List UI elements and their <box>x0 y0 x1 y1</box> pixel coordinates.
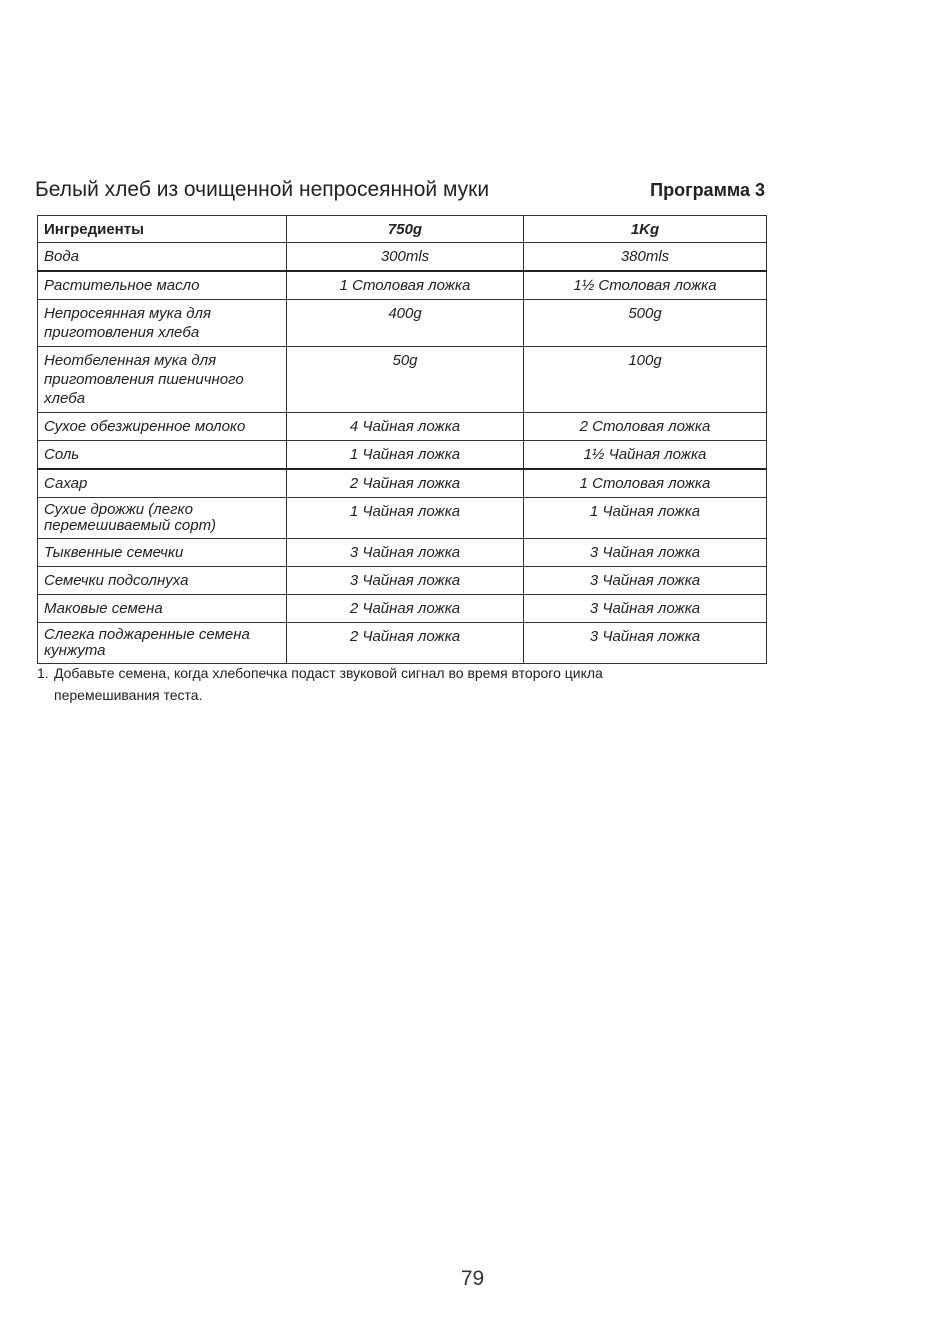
ingredient-name: Растительное масло <box>38 271 287 300</box>
amount-1kg: 3 Чайная ложка <box>524 623 767 664</box>
ingredients-table <box>37 215 767 664</box>
column-header-ingredients: Ингредиенты <box>38 216 287 243</box>
amount-750g: 2 Чайная ложка <box>287 623 524 664</box>
table-row <box>38 623 767 664</box>
table-row <box>38 469 767 498</box>
column-header-1kg: 1Kg <box>524 216 767 243</box>
ingredient-name: Вода <box>38 243 287 272</box>
program-label: Программа 3 <box>650 180 765 200</box>
amount-1kg: 1 Столовая ложка <box>524 469 767 498</box>
table-row <box>38 539 767 567</box>
footnote-number: 1. <box>37 665 49 681</box>
footnote-line-2: перемешивания теста. <box>54 687 203 703</box>
table-row <box>38 300 767 347</box>
table-row <box>38 271 767 300</box>
table-row <box>38 441 767 470</box>
amount-1kg: 3 Чайная ложка <box>524 595 767 623</box>
amount-750g: 400g <box>287 300 524 347</box>
page-number: 79 <box>460 1267 485 1290</box>
amount-750g: 2 Чайная ложка <box>287 595 524 623</box>
ingredient-name: Неотбеленная мука для приготовления пшеничного хлеба <box>38 347 287 413</box>
ingredient-name: Сухие дрожжи (легко перемешиваемый сорт) <box>38 498 287 539</box>
footnote <box>37 662 757 706</box>
ingredient-name: Соль <box>38 441 287 470</box>
column-header-750g: 750g <box>287 216 524 243</box>
amount-750g: 1 Столовая ложка <box>287 271 524 300</box>
amount-1kg: 1½ Столовая ложка <box>524 271 767 300</box>
table-row <box>38 498 767 539</box>
amount-750g: 1 Чайная ложка <box>287 498 524 539</box>
amount-750g: 50g <box>287 347 524 413</box>
footnote-line-1 <box>37 662 757 684</box>
amount-1kg: 500g <box>524 300 767 347</box>
amount-750g: 1 Чайная ложка <box>287 441 524 470</box>
amount-1kg: 3 Чайная ложка <box>524 567 767 595</box>
table-row <box>38 595 767 623</box>
amount-750g: 300mls <box>287 243 524 272</box>
table-row <box>38 567 767 595</box>
ingredient-name: Сухое обезжиренное молоко <box>38 413 287 441</box>
ingredient-name: Сахар <box>38 469 287 498</box>
ingredient-name: Маковые семена <box>38 595 287 623</box>
ingredient-name: Слегка поджаренные семена кунжута <box>38 623 287 664</box>
amount-1kg: 1 Чайная ложка <box>524 498 767 539</box>
amount-750g: 3 Чайная ложка <box>287 539 524 567</box>
amount-1kg: 3 Чайная ложка <box>524 539 767 567</box>
ingredient-name: Тыквенные семечки <box>38 539 287 567</box>
table-row <box>38 243 767 272</box>
amount-1kg: 2 Столовая ложка <box>524 413 767 441</box>
table-header-row <box>38 216 767 243</box>
ingredient-name: Семечки подсолнуха <box>38 567 287 595</box>
table-row <box>38 347 767 413</box>
amount-750g: 2 Чайная ложка <box>287 469 524 498</box>
amount-750g: 4 Чайная ложка <box>287 413 524 441</box>
ingredient-name: Непросеянная мука для приготовления хлеба <box>38 300 287 347</box>
table-row <box>38 413 767 441</box>
amount-1kg: 1½ Чайная ложка <box>524 441 767 470</box>
amount-1kg: 100g <box>524 347 767 413</box>
amount-1kg: 380mls <box>524 243 767 272</box>
amount-750g: 3 Чайная ложка <box>287 567 524 595</box>
page-title: Белый хлеб из очищенной непросеянной муки <box>35 178 490 201</box>
footnote-text: Добавьте семена, когда хлебопечка подаст звуковой сигнал во время второго цикла <box>54 665 603 681</box>
